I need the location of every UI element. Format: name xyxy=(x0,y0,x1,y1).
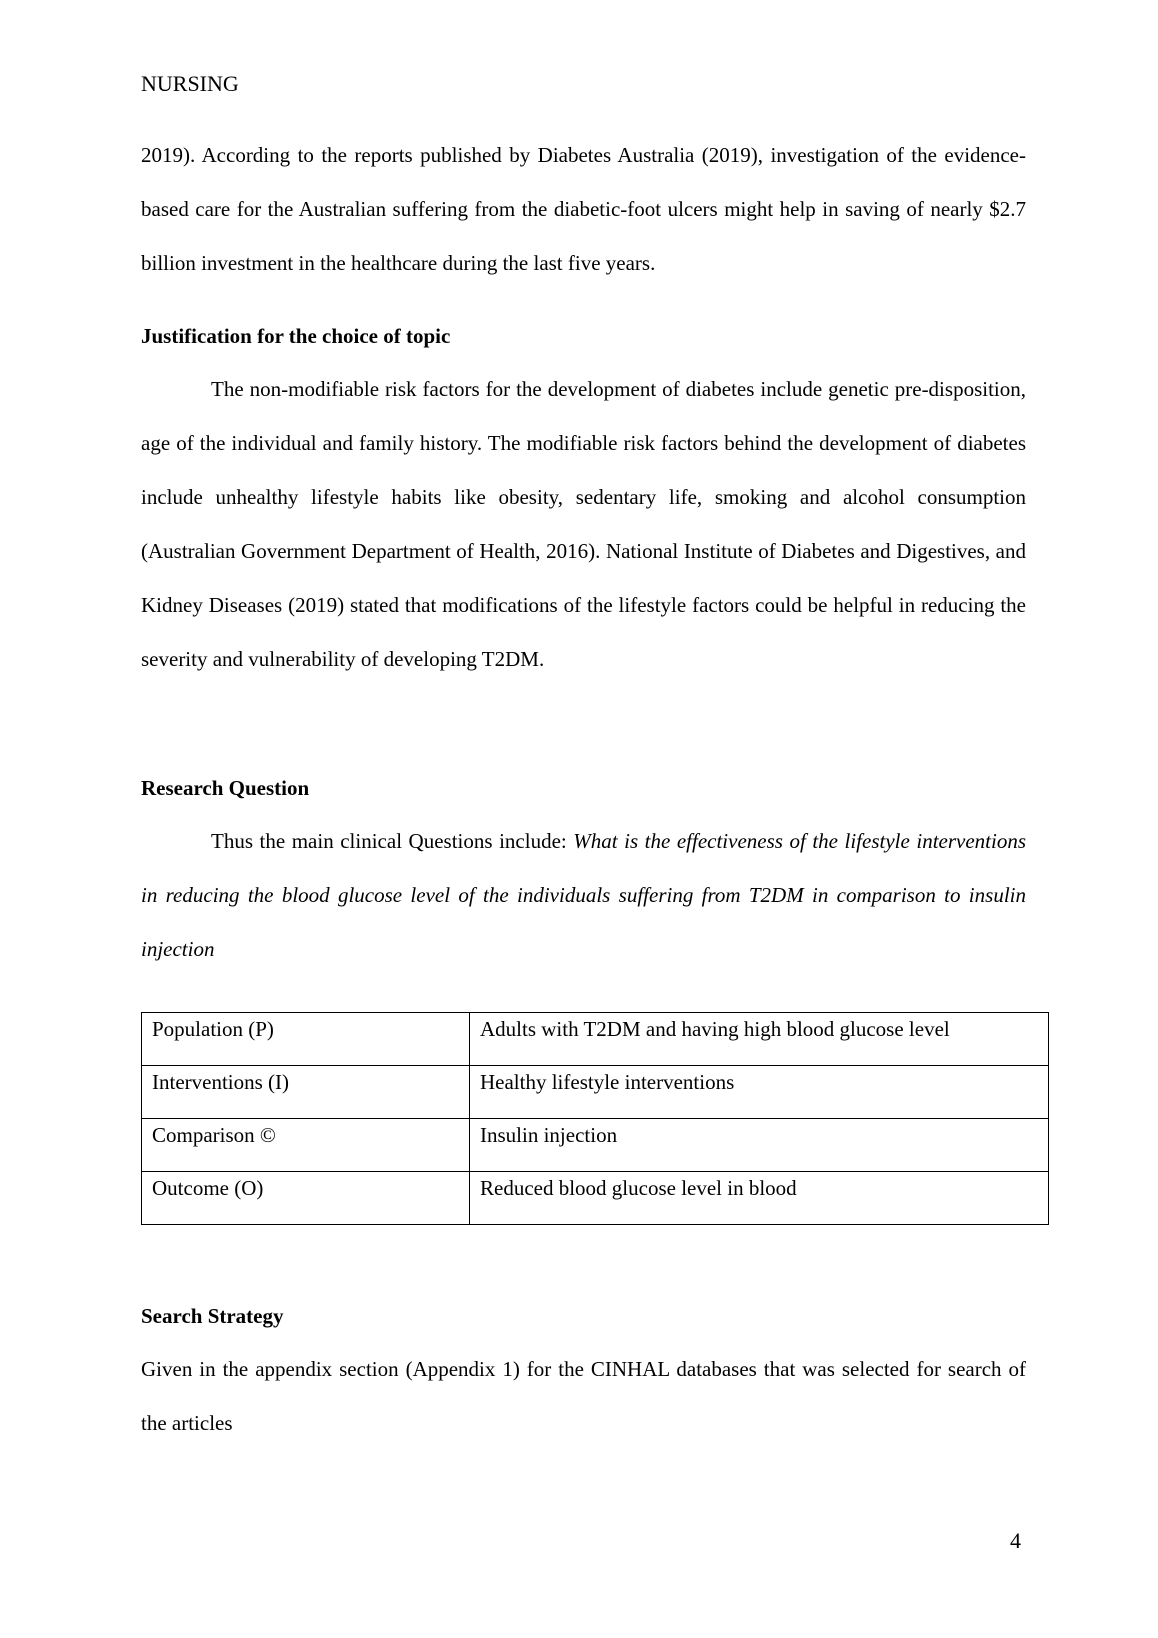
research-question-lead: Thus the main clinical Questions include: xyxy=(211,829,574,853)
research-question-italic: What is the effectiveness of the lifestyle interventions in reducing the blood glucose level of the individuals suffering from T2DM in comparison to insulin injection xyxy=(141,829,1026,961)
table-row xyxy=(142,1172,1049,1225)
search-strategy-heading: Search Strategy xyxy=(141,1304,284,1328)
pico-value-population: Adults with T2DM and having high blood glucose level xyxy=(470,1013,1049,1066)
search-strategy-text: Given in the appendix section (Appendix 1) for the CINHAL databases that was selected for search of the articles xyxy=(141,1357,1026,1435)
pico-value-interventions: Healthy lifestyle interventions xyxy=(470,1066,1049,1119)
page-number: 4 xyxy=(1010,1528,1021,1553)
research-question-paragraph xyxy=(141,814,1026,976)
pico-label-outcome: Outcome (O) xyxy=(142,1172,470,1225)
search-strategy-heading-block xyxy=(141,1302,1026,1330)
justification-text: The non-modifiable risk factors for the development of diabetes include genetic pre-disposition, age of the individual and family history. The modifiable risk factors behind the development of diabetes include unhealthy lifestyle habits like obesity, sedentary life, smoking and alcohol consumption (Australian Government Department of Health, 2016). National Institute of Diabetes and Digestives, and Kidney Diseases (2019) stated that modifications of the lifestyle factors could be helpful in reducing the severity and vulnerability of developing T2DM. xyxy=(141,377,1026,671)
pico-label-interventions: Interventions (I) xyxy=(142,1066,470,1119)
table-row xyxy=(142,1013,1049,1066)
justification-heading-block xyxy=(141,322,1026,350)
table-row xyxy=(142,1066,1049,1119)
justification-heading: Justification for the choice of topic xyxy=(141,324,451,348)
table-row xyxy=(142,1119,1049,1172)
search-strategy-paragraph xyxy=(141,1342,1026,1450)
running-head: NURSING xyxy=(141,71,239,96)
pico-value-outcome: Reduced blood glucose level in blood xyxy=(470,1172,1049,1225)
intro-continuation-text: 2019). According to the reports published by Diabetes Australia (2019), investigation of the evidence-based care for the Australian suffering from the diabetic-foot ulcers might help in saving of nearly $2.7 billion investment in the healthcare during the last five years. xyxy=(141,143,1026,275)
research-question-text xyxy=(141,814,1026,976)
pico-table xyxy=(141,1012,1049,1225)
research-question-heading: Research Question xyxy=(141,776,310,800)
justification-paragraph xyxy=(141,362,1026,686)
research-question-heading-block xyxy=(141,774,1026,802)
pico-value-comparison: Insulin injection xyxy=(470,1119,1049,1172)
pico-label-population: Population (P) xyxy=(142,1013,470,1066)
pico-label-comparison: Comparison © xyxy=(142,1119,470,1172)
intro-continuation-paragraph xyxy=(141,128,1026,290)
